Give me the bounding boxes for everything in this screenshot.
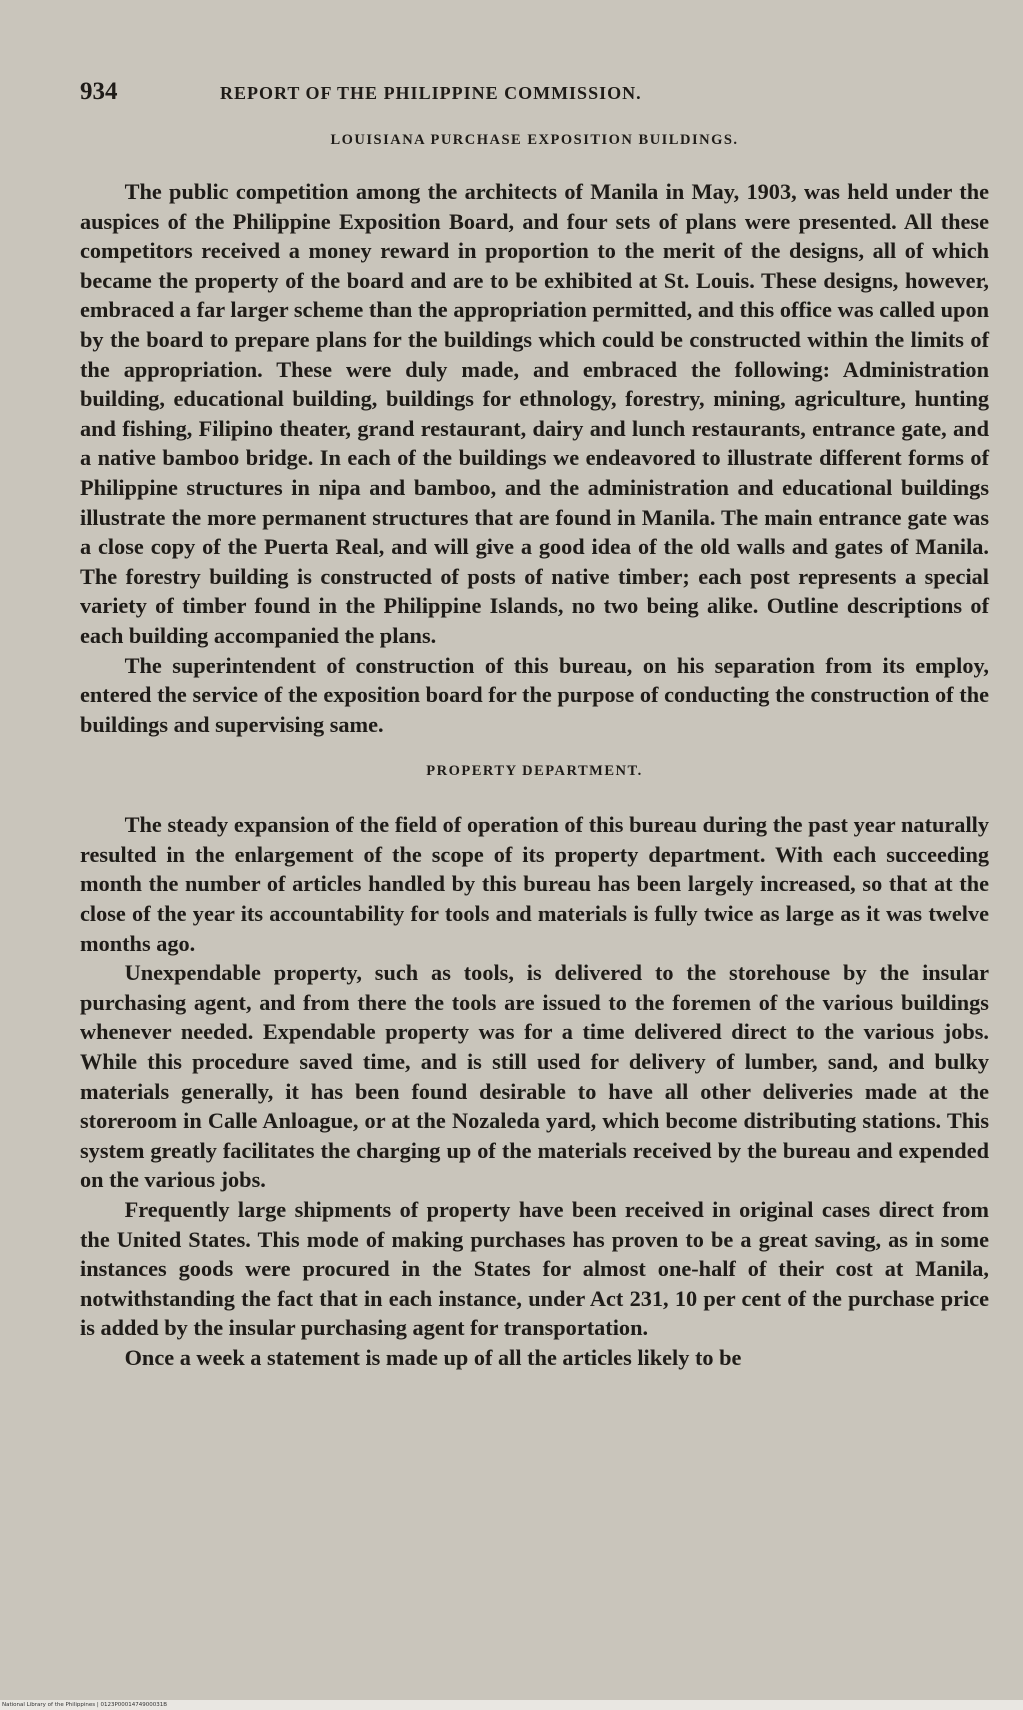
page-header (80, 78, 989, 106)
paragraph: The public competition among the architects of Manila in May, 1903, was held under the auspices of the Philippine Exposition Board, and four sets of plans were presented. All these competitors received a money reward in proportion to the merit of the designs, all of which became the property of the board and are to be exhibited at St. Louis. These designs, however, embraced a far larger scheme than the appropriation permitted, and this office was called upon by the board to prepare plans for the buildings which could be constructed within the limits of the appropriation. These were duly made, and embraced the following: Administration building, educational building, buildings for ethnology, forestry, mining, agriculture, hunting and fishing, Filipino theater, grand restaurant, dairy and lunch restaurants, entrance gate, and a native bamboo bridge. In each of the buildings we endeavored to illustrate different forms of Philippine structures in nipa and bamboo, and the administration and educational buildings illustrate the more permanent structures that are found in Manila. The main entrance gate was a close copy of the Puerta Real, and will give a good idea of the old walls and gates of Manila. The forestry building is constructed of posts of native timber; each post represents a special variety of timber found in the Philippine Islands, no two being alike. Outline descriptions of each building accompanied the plans. (80, 179, 989, 648)
running-title: REPORT OF THE PHILIPPINE COMMISSION. (220, 83, 642, 103)
paragraph: The steady expansion of the field of operation of this bureau during the past year naturally resulted in the enlargement of the scope of its property department. With each succeeding month the number of articles handled by this bureau has been largely increased, so that at the close of the year its accountability for tools and materials is fully twice as large as it was twelve months ago. (80, 812, 989, 956)
paragraph: Frequently large shipments of property have been received in original cases direct from the United States. This mode of making purchases has proven to be a great saving, as in some instances goods were procured in the States for almost one-half of their cost at Manila, notwithstanding the fact that in each instance, under Act 231, 10 per cent of the purchase price is added by the insular purchasing agent for transportation. (80, 1197, 989, 1341)
paragraph: Unexpendable property, such as tools, is delivered to the storehouse by the insular purchasing agent, and from there the tools are issued to the foremen of the various buildings whenever needed. Expendable property was for a time delivered direct to the various jobs. While this procedure saved time, and is still used for delivery of lumber, sand, and bulky materials generally, it has been found desirable to have all other deliveries made at the storeroom in Calle Anloague, or at the Nozaleda yard, which become distributing stations. This system greatly facilitates the charging up of the materials received by the bureau and expended on the various jobs. (80, 960, 989, 1193)
section-heading-property: PROPERTY DEPARTMENT. (426, 763, 643, 780)
paragraph: The superintendent of construction of this bureau, on his separation from its employ, entered the service of the exposition board for the purpose of conducting the construction of the buildings and supervising same. (80, 652, 989, 737)
page-number: 934 (80, 78, 118, 105)
scan-credit-footer: National Library of the Philippines | 0123P0001474900031B (0, 1700, 1023, 1710)
paragraph: Once a week a statement is made up of all the articles likely to be (124, 1344, 742, 1370)
section-heading-louisiana: LOUISIANA PURCHASE EXPOSITION BUILDINGS. (330, 132, 739, 148)
